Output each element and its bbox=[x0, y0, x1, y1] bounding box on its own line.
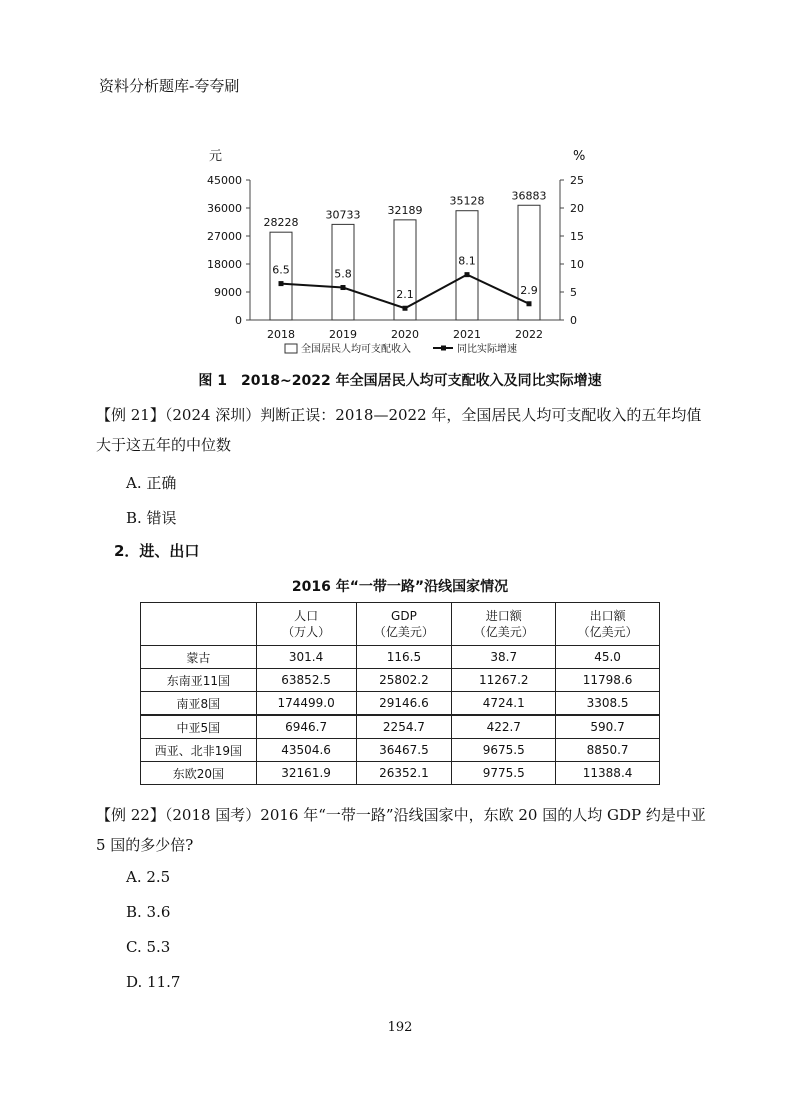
table-header-gdp: GDP （亿美元） bbox=[356, 603, 452, 646]
bar-value-label: 30733 bbox=[325, 208, 361, 222]
right-tick-label: 15 bbox=[570, 230, 584, 243]
x-tick-label: 2019 bbox=[329, 328, 357, 341]
growth-point bbox=[527, 301, 532, 306]
left-tick-label: 18000 bbox=[207, 258, 242, 271]
cell-export: 11388.4 bbox=[556, 762, 660, 785]
left-tick-label: 45000 bbox=[207, 174, 242, 187]
cell-population: 301.4 bbox=[256, 646, 356, 669]
left-tick-label: 36000 bbox=[207, 202, 242, 215]
table-header-export: 出口额 （亿美元） bbox=[556, 603, 660, 646]
growth-value-label: 6.5 bbox=[272, 263, 290, 277]
cell-population: 32161.9 bbox=[256, 762, 356, 785]
cell-export: 590.7 bbox=[556, 715, 660, 739]
cell-population: 174499.0 bbox=[256, 692, 356, 716]
right-axis-unit: % bbox=[573, 149, 586, 164]
cell-gdp: 29146.6 bbox=[356, 692, 452, 716]
cell-region: 东欧20国 bbox=[141, 762, 257, 785]
cell-population: 43504.6 bbox=[256, 739, 356, 762]
example-22-option-b: B. 3.6 bbox=[126, 903, 171, 921]
cell-import: 422.7 bbox=[452, 715, 556, 739]
table-header-import: 进口额 （亿美元） bbox=[452, 603, 556, 646]
example-22-question: 【例 22】（2018 国考）2016 年“一带一路”沿线国家中，东欧 20 国的人均 GDP 约是中亚 5 国的多少倍? bbox=[96, 806, 706, 854]
growth-point bbox=[279, 281, 284, 286]
x-tick-label: 2020 bbox=[391, 328, 419, 341]
example-21-option-b: B. 错误 bbox=[126, 509, 177, 527]
cell-export: 45.0 bbox=[556, 646, 660, 669]
right-tick-label: 25 bbox=[570, 174, 584, 187]
table-header-blank bbox=[141, 603, 257, 646]
cell-gdp: 26352.1 bbox=[356, 762, 452, 785]
cell-region: 蒙古 bbox=[141, 646, 257, 669]
country-table bbox=[140, 602, 660, 785]
legend-line-marker bbox=[441, 346, 446, 351]
growth-value-label: 2.9 bbox=[520, 283, 538, 297]
figure-caption: 图 1 2018~2022 年全国居民人均可支配收入及同比实际增速 bbox=[198, 373, 602, 389]
table-title: 2016 年“一带一路”沿线国家情况 bbox=[291, 579, 509, 595]
x-tick-label: 2021 bbox=[453, 328, 481, 341]
table-row bbox=[141, 762, 660, 785]
section-title: 2．进、出口 bbox=[114, 542, 200, 560]
legend-bar-swatch bbox=[285, 344, 297, 353]
growth-point bbox=[341, 285, 346, 290]
cell-gdp: 116.5 bbox=[356, 646, 452, 669]
cell-import: 9675.5 bbox=[452, 739, 556, 762]
x-tick-label: 2022 bbox=[515, 328, 543, 341]
table-row bbox=[141, 739, 660, 762]
example-21-option-a: A. 正确 bbox=[126, 474, 177, 492]
cell-import: 11267.2 bbox=[452, 669, 556, 692]
cell-import: 9775.5 bbox=[452, 762, 556, 785]
example-22-option-a: A. 2.5 bbox=[126, 868, 171, 886]
growth-value-label: 8.1 bbox=[458, 254, 476, 268]
example-22-option-c: C. 5.3 bbox=[126, 938, 171, 956]
left-tick-label: 9000 bbox=[214, 286, 242, 299]
table-row bbox=[141, 669, 660, 692]
right-tick-label: 10 bbox=[570, 258, 584, 271]
bar-value-label: 35128 bbox=[449, 194, 485, 208]
cell-gdp: 36467.5 bbox=[356, 739, 452, 762]
table-row bbox=[141, 715, 660, 739]
left-tick-label: 27000 bbox=[207, 230, 242, 243]
cell-region: 中亚5国 bbox=[141, 715, 257, 739]
left-tick-label: 0 bbox=[235, 314, 242, 327]
growth-value-label: 5.8 bbox=[334, 267, 352, 281]
cell-export: 8850.7 bbox=[556, 739, 660, 762]
right-tick-label: 0 bbox=[570, 314, 577, 327]
bar-value-label: 28228 bbox=[263, 216, 299, 230]
right-tick-label: 20 bbox=[570, 202, 584, 215]
chart-svg bbox=[195, 142, 615, 367]
growth-value-label: 2.1 bbox=[396, 288, 414, 302]
cell-region: 西亚、北非19国 bbox=[141, 739, 257, 762]
cell-region: 南亚8国 bbox=[141, 692, 257, 716]
bar-value-label: 32189 bbox=[387, 203, 423, 217]
cell-export: 3308.5 bbox=[556, 692, 660, 716]
right-tick-label: 5 bbox=[570, 286, 577, 299]
growth-point bbox=[465, 272, 470, 277]
cell-population: 63852.5 bbox=[256, 669, 356, 692]
income-chart bbox=[195, 142, 615, 367]
page-header: 资料分析题库-夸夸刷 bbox=[99, 77, 240, 95]
cell-gdp: 2254.7 bbox=[356, 715, 452, 739]
table-header-population: 人口 （万人） bbox=[256, 603, 356, 646]
bar-value-label: 36883 bbox=[511, 189, 547, 203]
cell-import: 4724.1 bbox=[452, 692, 556, 716]
legend-bar-label: 全国居民人均可支配收入 bbox=[301, 344, 411, 355]
cell-import: 38.7 bbox=[452, 646, 556, 669]
cell-gdp: 25802.2 bbox=[356, 669, 452, 692]
growth-point bbox=[403, 306, 408, 311]
table-row bbox=[141, 646, 660, 669]
legend-line-label: 同比实际增速 bbox=[457, 344, 517, 355]
x-tick-label: 2018 bbox=[267, 328, 295, 341]
cell-export: 11798.6 bbox=[556, 669, 660, 692]
example-21-question: 【例 21】（2024 深圳）判断正误：2018—2022 年，全国居民人均可支配收入的五年均值大于这五年的中位数 bbox=[96, 406, 702, 454]
table-header-row bbox=[141, 603, 660, 646]
cell-population: 6946.7 bbox=[256, 715, 356, 739]
example-22-option-d: D. 11.7 bbox=[126, 973, 181, 991]
page-number: 192 bbox=[387, 1020, 413, 1035]
cell-region: 东南亚11国 bbox=[141, 669, 257, 692]
left-axis-unit: 元 bbox=[209, 149, 223, 164]
table-row bbox=[141, 692, 660, 716]
